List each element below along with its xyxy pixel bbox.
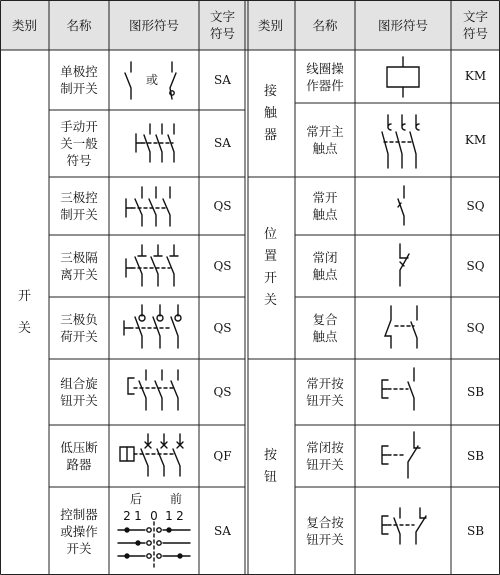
name-line: 常开按: [306, 376, 344, 391]
limit-compound-contact-icon: [385, 306, 417, 348]
code-text: SB: [466, 448, 485, 463]
main-contact-icon: [382, 115, 419, 168]
code-text: SA: [214, 523, 231, 538]
header-symbol-right: 图形符号: [377, 17, 428, 33]
right-row-0-code: [451, 50, 500, 103]
right-row-4-code: [451, 297, 500, 359]
limit-no-contact-icon: [398, 186, 404, 225]
right-row-6-code: [451, 425, 500, 487]
name-line: 三极控: [60, 190, 98, 205]
code-text: SA: [214, 136, 231, 150]
code-text: KM: [464, 69, 487, 83]
name-line: 常开主: [306, 124, 344, 139]
name-line: 钮开关: [60, 393, 98, 408]
name-line: 制开关: [60, 207, 98, 222]
left-row-5-code: [199, 359, 246, 425]
code-text: QF: [213, 448, 232, 463]
three-pole-load-switch-icon: [124, 305, 181, 348]
right-row-4-name: [295, 297, 355, 359]
right-row-7-name: [295, 487, 355, 575]
left-row-7-code: [199, 487, 246, 575]
left-row-1-name: [49, 110, 109, 177]
right-row-3-code: [451, 235, 500, 297]
left-row-2-name: [49, 177, 109, 235]
right-row-7-code: [451, 487, 500, 575]
right-row-0-name: [295, 50, 355, 103]
right-row-6-name: [295, 425, 355, 487]
name-line: 常闭: [312, 250, 338, 265]
name-line: 触点: [312, 329, 338, 344]
right-group-button: 按 钮: [263, 448, 277, 485]
name-line: 控制器: [60, 506, 98, 522]
left-row-0-code: [199, 50, 246, 110]
code-text: SQ: [466, 198, 485, 213]
code-text: SQ: [466, 258, 485, 273]
right-row-5-code: [451, 359, 500, 425]
left-row-3-code: [199, 235, 246, 297]
symbol-digit: 2: [123, 509, 131, 523]
name-line: 或操作: [60, 523, 98, 539]
name-line: 钮开关: [306, 457, 344, 472]
symbol-or-label: 或: [145, 73, 159, 87]
name-line: 钮开关: [306, 393, 344, 408]
code-text: QS: [213, 320, 232, 335]
name-line: 单极控: [60, 64, 98, 79]
header-code-left: 文字 符号: [209, 9, 235, 41]
left-category: 开 关: [17, 288, 31, 336]
header-name-left: 名称: [66, 17, 92, 33]
rotary-switch-icon: [128, 370, 178, 410]
three-pole-disconnector-icon: [126, 245, 178, 286]
header-category-left: 类别: [11, 17, 37, 33]
symbol-digit: 2: [176, 509, 184, 523]
header-code-right: 文字 符号: [462, 9, 488, 41]
name-line: 关一般: [60, 136, 98, 151]
code-text: QS: [213, 384, 232, 399]
left-row-2-code: [199, 177, 246, 235]
name-line: 离开关: [60, 267, 98, 282]
code-text: SB: [466, 523, 485, 538]
right-row-1-name: [295, 103, 355, 177]
name-line: 低压断: [60, 440, 98, 455]
symbol-digit: 1: [165, 509, 173, 523]
right-group-position-switch: 位 置 开 关: [263, 227, 277, 308]
left-row-7-name: [49, 487, 109, 575]
right-row-5-name: [295, 359, 355, 425]
code-text: SQ: [466, 320, 485, 335]
header-name-right: 名称: [312, 17, 338, 33]
header-symbol-left: 图形符号: [128, 17, 179, 33]
name-line: 制开关: [60, 81, 98, 96]
left-row-6-name: [49, 425, 109, 487]
manual-switch-icon: [136, 124, 174, 162]
name-line: 开关: [66, 540, 92, 556]
symbol-digit: 1: [134, 509, 142, 523]
left-row-5-name: [49, 359, 109, 425]
symbol-front-label: 前: [169, 492, 183, 506]
code-text: SA: [214, 72, 231, 87]
three-pole-switch-icon: [126, 187, 170, 226]
name-line: 组合旋: [60, 376, 98, 391]
code-text: SB: [466, 384, 485, 399]
name-line: 三极负: [60, 312, 98, 327]
name-line: 常开: [312, 190, 338, 205]
right-row-2-code: [451, 177, 500, 235]
code-text: QS: [213, 198, 232, 213]
symbol-digit: 0: [150, 509, 158, 523]
left-row-3-name: [49, 235, 109, 297]
name-line: 触点: [312, 207, 338, 222]
right-row-1-code: [451, 103, 500, 177]
left-row-4-name: [49, 297, 109, 359]
name-line: 钮开关: [306, 532, 344, 547]
code-text: QS: [213, 258, 232, 273]
name-line: 荷开关: [60, 329, 98, 344]
name-line: 路器: [66, 457, 92, 472]
left-row-4-code: [199, 297, 246, 359]
name-line: 作器件: [306, 77, 344, 93]
controller-icon: [118, 492, 190, 570]
header-category-right: 类别: [257, 17, 283, 33]
name-line: 复合: [312, 312, 338, 327]
name-line: 线圈操: [306, 60, 344, 76]
name-line: 触点: [312, 141, 338, 156]
button-compound-icon: [382, 508, 426, 544]
limit-nc-contact-icon: [400, 244, 409, 286]
right-row-3-name: [295, 235, 355, 297]
button-nc-icon: [382, 432, 420, 478]
name-line: 复合按: [306, 515, 344, 530]
left-row-1-code: [199, 110, 246, 177]
code-text: KM: [464, 132, 487, 147]
left-row-0-name: [49, 50, 109, 110]
name-line: 常闭按: [306, 440, 344, 455]
symbol-back-label: 后: [129, 492, 143, 506]
name-line: 触点: [312, 267, 338, 282]
circuit-breaker-icon: [120, 434, 183, 476]
button-no-icon: [382, 368, 414, 410]
name-line: 符号: [66, 153, 92, 168]
right-row-2-name: [295, 177, 355, 235]
name-line: 三极隔: [60, 250, 98, 265]
coil-icon: [387, 57, 419, 97]
left-row-6-code: [199, 425, 246, 487]
right-group-contactor: 接 触 器: [263, 83, 277, 143]
single-pole-switch-icon: [125, 62, 176, 99]
name-line: 手动开: [60, 119, 98, 134]
